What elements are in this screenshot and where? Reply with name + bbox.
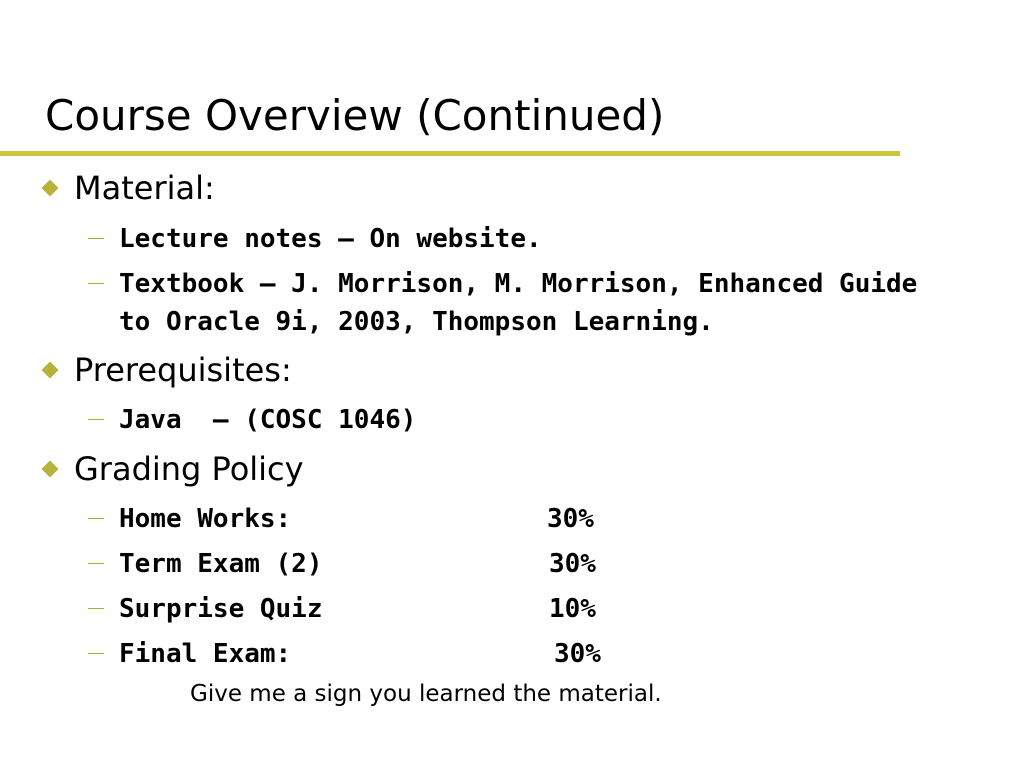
material-heading: Material: [74, 169, 215, 207]
grading-percent: 30% [554, 639, 601, 669]
textbook-line-2: to Oracle 9i, 2003, Thompson Learning. [119, 307, 714, 337]
dash-icon [88, 518, 104, 519]
grading-label: Home Works: [119, 504, 292, 534]
grading-percent: 10% [549, 594, 596, 624]
diamond-icon [42, 180, 59, 197]
dash-icon [88, 283, 104, 284]
dash-icon [88, 653, 104, 654]
grading-item-surprise-quiz [88, 590, 323, 628]
bullet-grading-policy [40, 449, 304, 489]
dash-icon [88, 608, 104, 609]
grading-percent: 30% [547, 504, 594, 534]
prerequisites-heading: Prerequisites: [74, 351, 292, 389]
slide-title: Course Overview (Continued) [45, 91, 665, 140]
closing-note: Give me a sign you learned the material. [190, 681, 662, 707]
bullet-prerequisites [40, 350, 292, 390]
dash-icon [88, 419, 104, 420]
diamond-icon [42, 362, 59, 379]
grading-percent: 30% [549, 549, 596, 579]
dash-icon [88, 238, 104, 239]
grading-heading: Grading Policy [74, 450, 304, 488]
dash-icon [88, 563, 104, 564]
grading-item-home-works [88, 500, 291, 538]
textbook-line-1: Textbook – J. Morrison, M. Morrison, Enhanced Guide [119, 269, 918, 299]
grading-label: Term Exam (2) [119, 549, 323, 579]
grading-label: Final Exam: [119, 639, 292, 669]
material-item-lecture-notes: Lecture notes – On website. [88, 220, 542, 258]
grading-item-term-exam [88, 545, 323, 583]
title-underline [0, 151, 900, 156]
diamond-icon [42, 461, 59, 478]
grading-item-final-exam [88, 635, 291, 673]
bullet-material [40, 168, 215, 208]
prerequisite-item-java: Java – (COSC 1046) [88, 401, 416, 439]
grading-label: Surprise Quiz [119, 594, 323, 624]
material-item-textbook [88, 265, 917, 341]
